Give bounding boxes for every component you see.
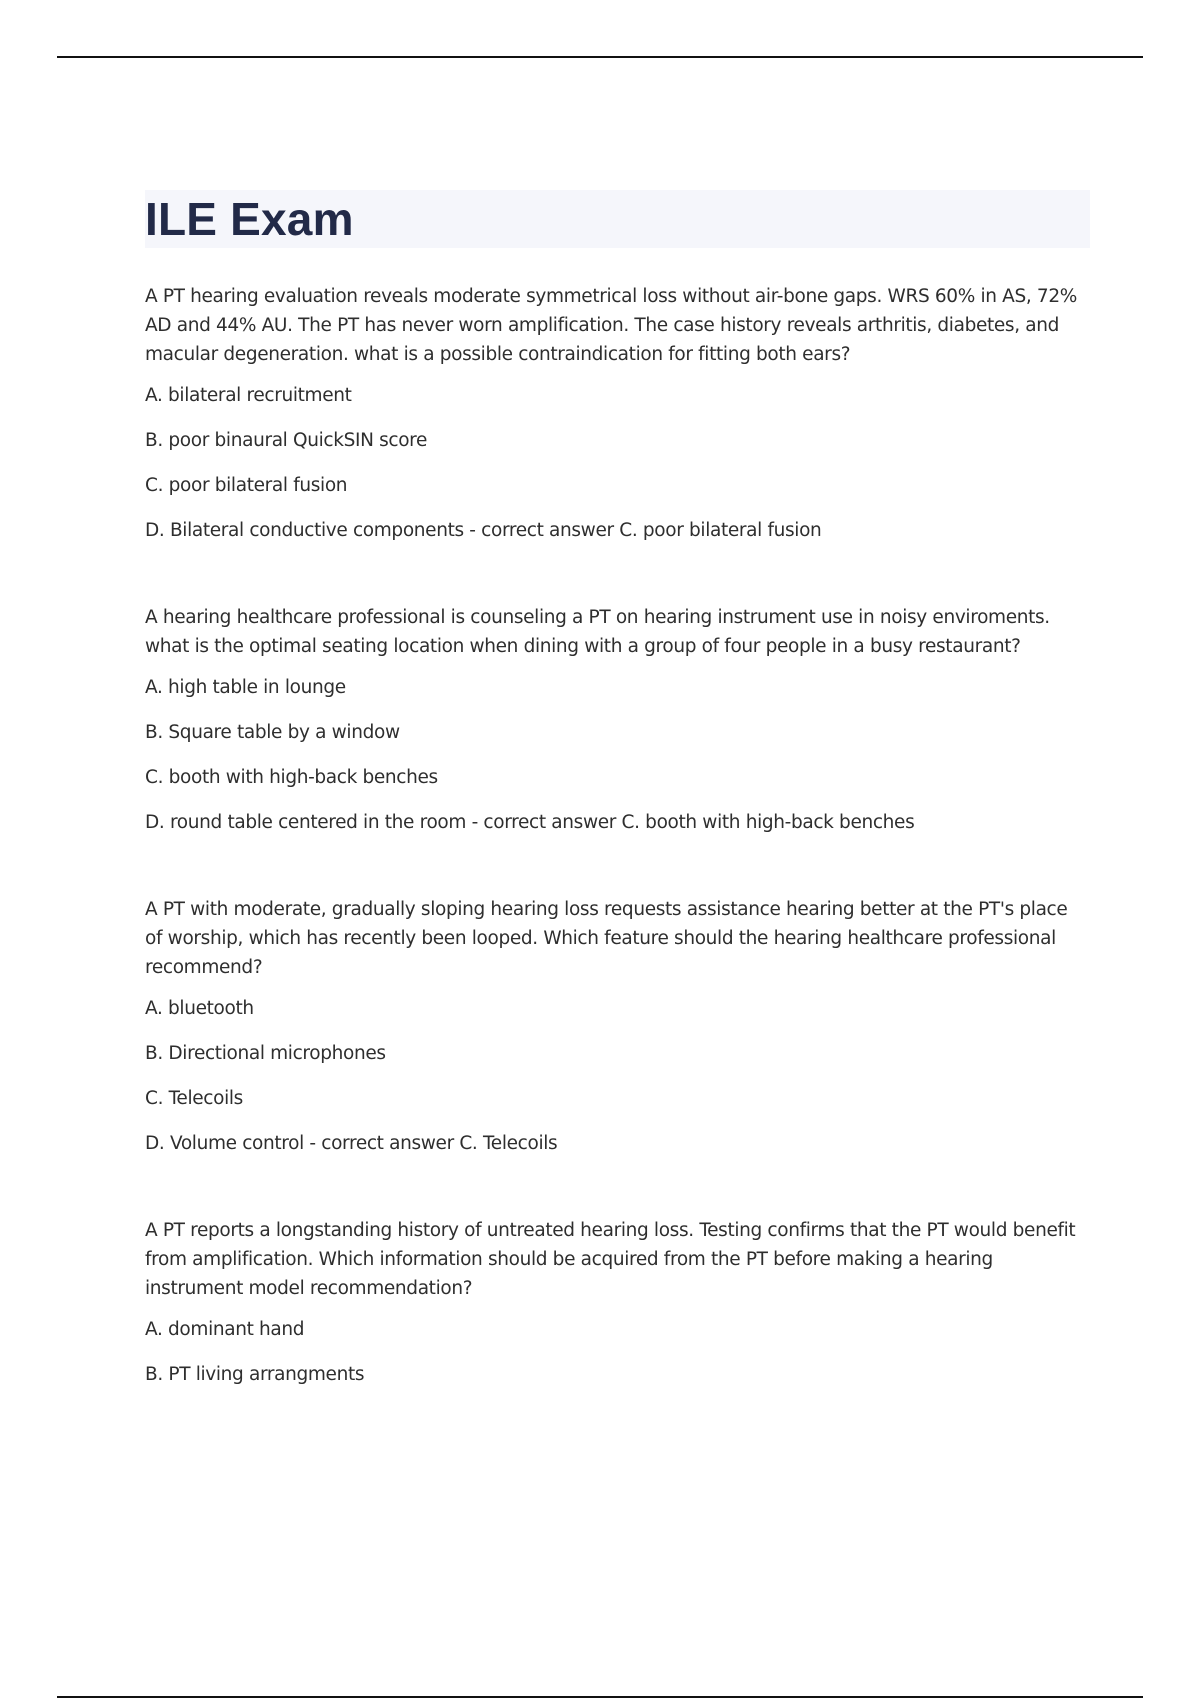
answer-option: A. high table in lounge <box>145 677 346 698</box>
answer-option: D. Bilateral conductive components - correct answer C. poor bilateral fusion <box>145 520 822 541</box>
answer-option: A. bluetooth <box>145 998 254 1019</box>
page-title: ILE Exam <box>145 193 354 245</box>
answer-option: D. round table centered in the room - correct answer C. booth with high-back benches <box>145 812 915 833</box>
answer-option: A. dominant hand <box>145 1319 305 1340</box>
answer-option: C. booth with high-back benches <box>145 767 438 788</box>
question-block-4 <box>145 1216 1090 1389</box>
document-body <box>145 190 1090 1447</box>
footer-rule <box>57 1696 1143 1698</box>
answer-option: A. bilateral recruitment <box>145 385 352 406</box>
question-block-1 <box>145 282 1090 545</box>
question-stem: A hearing healthcare professional is counseling a PT on hearing instrument use in noisy enviroments. what is the optimal seating location when dining with a group of four people in a busy restaurant? <box>145 607 1050 657</box>
question-block-3 <box>145 895 1090 1158</box>
header-rule <box>57 56 1143 58</box>
question-stem: A PT hearing evaluation reveals moderate symmetrical loss without air-bone gaps. WRS 60% in AS, 72% AD and 44% AU. The PT has never worn amplification. The case history reveals arthritis, diabetes, and macular degeneration. what is a possible contraindication for fitting both ears? <box>145 286 1078 365</box>
answer-option: B. poor binaural QuickSIN score <box>145 430 428 451</box>
question-stem: A PT with moderate, gradually sloping hearing loss requests assistance hearing better at the PT's place of worship, which has recently been looped. Which feature should the hearing healthcare professional recommend? <box>145 899 1068 978</box>
answer-option: B. Directional microphones <box>145 1043 386 1064</box>
answer-option: C. Telecoils <box>145 1088 243 1109</box>
question-block-2 <box>145 603 1090 837</box>
title-banner <box>145 190 1090 248</box>
answer-option: B. Square table by a window <box>145 722 400 743</box>
question-stem: A PT reports a longstanding history of untreated hearing loss. Testing confirms that the PT would benefit from amplification. Which information should be acquired from the PT before making a hearing instrument model recommendation? <box>145 1220 1076 1299</box>
answer-option: C. poor bilateral fusion <box>145 475 348 496</box>
answer-option: D. Volume control - correct answer C. Telecoils <box>145 1133 558 1154</box>
answer-option: B. PT living arrangments <box>145 1364 365 1385</box>
